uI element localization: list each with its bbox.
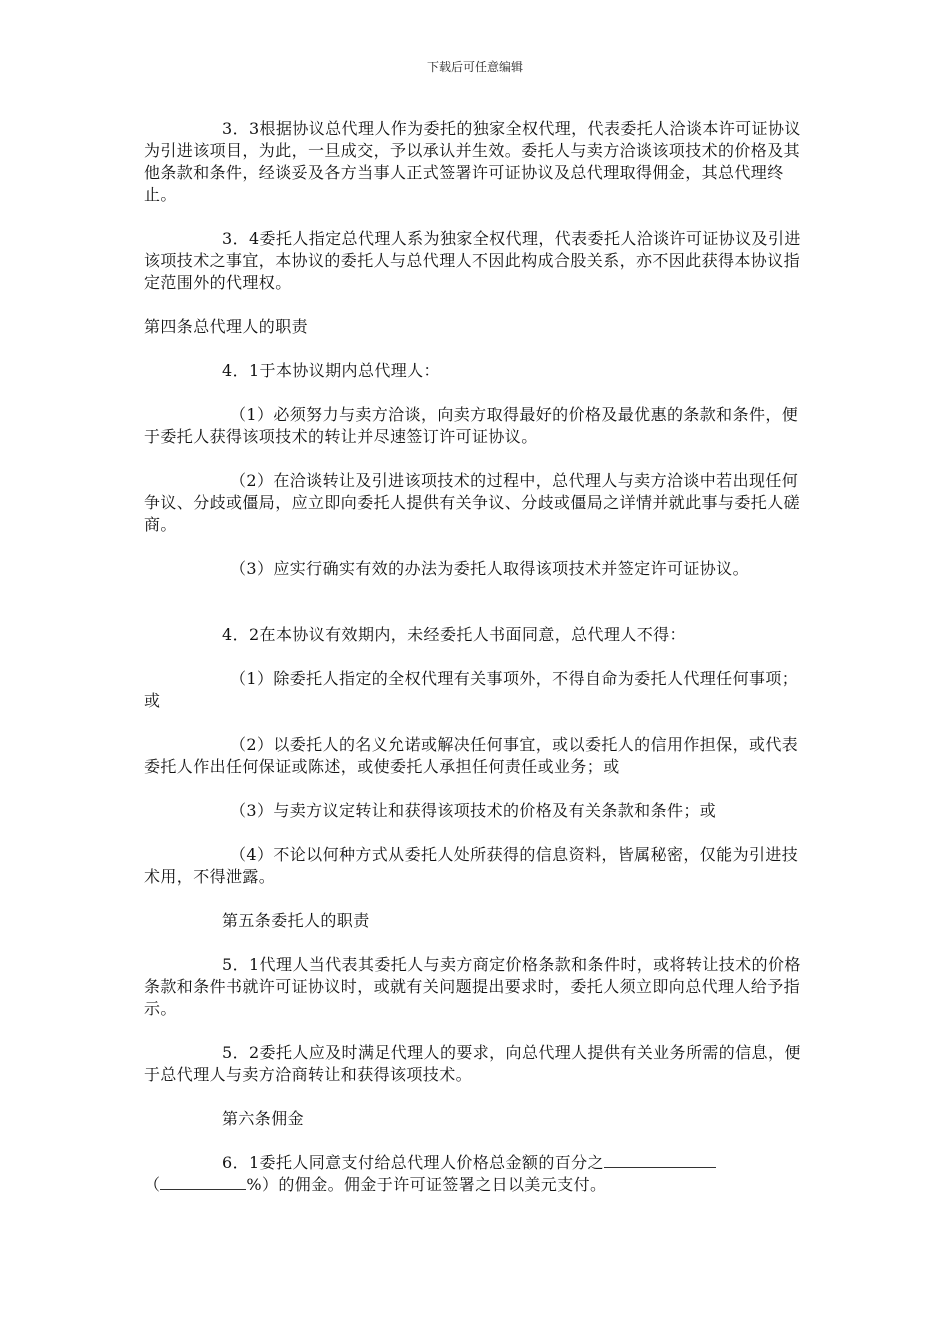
article-6-heading: 第六条佣金 xyxy=(222,1109,305,1128)
clause-4-2-item-4: （4）不论以何种方式从委托人处所获得的信息资料，皆属秘密，仅能为引进技术用，不得泄露。 xyxy=(144,845,799,886)
clause-5-2: 5．2委托人应及时满足代理人的要求，向总代理人提供有关业务所需的信息，便于总代理人与卖方洽商转让和获得该项技术。 xyxy=(144,1043,801,1084)
percentage-number-blank xyxy=(160,1174,246,1190)
clause-4-1-item-2: （2）在洽谈转让及引进该项技术的过程中，总代理人与卖方洽谈中若出现任何争议、分歧或僵局，应立即向委托人提供有关争议、分歧或僵局之详情并就此事与委托人磋商。 xyxy=(144,471,801,534)
clause-6-1-text-a: 6．1委托人同意支付给总代理人价格总金额的百分之 xyxy=(222,1153,604,1172)
clause-4-2-item-3: （3）与卖方议定转让和获得该项技术的价格及有关条款和条件；或 xyxy=(230,801,717,820)
clause-4-1: 4．1于本协议期内总代理人： xyxy=(222,361,440,380)
clause-5-1: 5．1代理人当代表其委托人与卖方商定价格条款和条件时，或将转让技术的价格条款和条件书就许可证协议时，或就有关问题提出要求时，委托人须立即向总代理人给予指示。 xyxy=(144,955,801,1018)
clause-6-1 xyxy=(144,1152,814,1196)
clause-3-3: 3．3根据协议总代理人作为委托的独家全权代理，代表委托人洽谈本许可证协议为引进该项目，为此，一旦成交，予以承认并生效。委托人与卖方洽谈该项技术的价格及其他条款和条件，经谈妥及各方当事人正式签署许可证协议及总代理取得佣金，其总代理终止。 xyxy=(144,119,801,204)
article-5-heading: 第五条委托人的职责 xyxy=(222,911,370,930)
article-4-heading: 第四条总代理人的职责 xyxy=(144,317,309,336)
page-header: 下载后可任意编辑 xyxy=(426,60,523,74)
document-body xyxy=(144,118,814,1196)
clause-6-1-text-c: %）的佣金。佣金于许可证签署之日以美元支付。 xyxy=(246,1175,607,1194)
clause-4-1-item-1: （1）必须努力与卖方洽谈，向卖方取得最好的价格及最优惠的条款和条件，便于委托人获得该项技术的转让并尽速签订许可证协议。 xyxy=(144,405,799,446)
clause-4-2: 4．2在本协议有效期内，未经委托人书面同意，总代理人不得： xyxy=(222,625,686,644)
percentage-words-blank xyxy=(604,1152,716,1168)
clause-6-1-text-b: （ xyxy=(144,1175,161,1194)
clause-4-2-item-2: （2）以委托人的名义允诺或解决任何事宜，或以委托人的信用作担保，或代表委托人作出任何保证或陈述，或使委托人承担任何责任或业务；或 xyxy=(144,735,799,776)
clause-4-2-item-1: （1）除委托人指定的全权代理有关事项外，不得自命为委托人代理任何事项；或 xyxy=(144,669,799,710)
clause-4-1-item-3: （3）应实行确实有效的办法为委托人取得该项技术并签定许可证协议。 xyxy=(230,559,749,578)
clause-3-4: 3．4委托人指定总代理人系为独家全权代理，代表委托人洽谈许可证协议及引进该项技术之事宜，本协议的委托人与总代理人不因此构成合股关系，亦不因此获得本协议指定范围外的代理权。 xyxy=(144,229,801,292)
